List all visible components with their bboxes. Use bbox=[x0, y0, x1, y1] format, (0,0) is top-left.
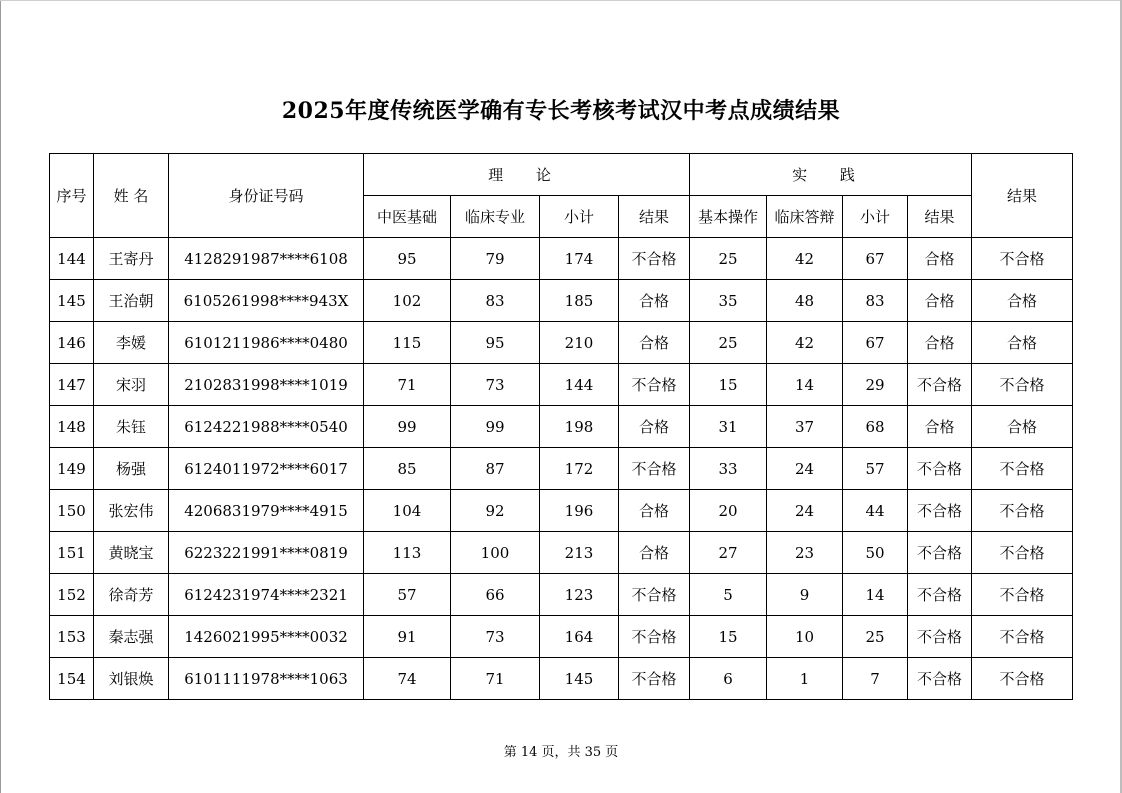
cell-theory-subtotal: 210 bbox=[540, 322, 619, 364]
results-table bbox=[49, 153, 1073, 700]
cell-name: 张宏伟 bbox=[94, 490, 169, 532]
cell-practice-subtotal: 83 bbox=[843, 280, 908, 322]
header-tcm-basics: 中医基础 bbox=[364, 196, 451, 238]
header-seq: 序号 bbox=[50, 154, 94, 238]
cell-theory-subtotal: 185 bbox=[540, 280, 619, 322]
cell-theory-result: 不合格 bbox=[619, 658, 690, 700]
cell-basic-operation: 31 bbox=[690, 406, 767, 448]
cell-theory-result: 不合格 bbox=[619, 616, 690, 658]
cell-clinical-defense: 42 bbox=[767, 238, 843, 280]
cell-theory-subtotal: 174 bbox=[540, 238, 619, 280]
cell-basic-operation: 15 bbox=[690, 616, 767, 658]
cell-practice-subtotal: 44 bbox=[843, 490, 908, 532]
cell-clinical-defense: 9 bbox=[767, 574, 843, 616]
cell-basic-operation: 25 bbox=[690, 238, 767, 280]
header-clinical-major: 临床专业 bbox=[451, 196, 540, 238]
table-row bbox=[50, 658, 1073, 700]
cell-clinical-major: 95 bbox=[451, 322, 540, 364]
cell-theory-result: 合格 bbox=[619, 532, 690, 574]
cell-final-result: 不合格 bbox=[972, 532, 1073, 574]
header-theory: 理 论 bbox=[364, 154, 690, 196]
cell-id-number: 6101211986****0480 bbox=[169, 322, 364, 364]
cell-theory-result: 合格 bbox=[619, 280, 690, 322]
cell-clinical-defense: 14 bbox=[767, 364, 843, 406]
table-row bbox=[50, 406, 1073, 448]
header-practice-result: 结果 bbox=[908, 196, 972, 238]
table-row bbox=[50, 616, 1073, 658]
cell-id-number: 4206831979****4915 bbox=[169, 490, 364, 532]
cell-practice-subtotal: 67 bbox=[843, 322, 908, 364]
cell-theory-subtotal: 145 bbox=[540, 658, 619, 700]
cell-clinical-major: 83 bbox=[451, 280, 540, 322]
cell-practice-result: 不合格 bbox=[908, 490, 972, 532]
cell-tcm-basics: 115 bbox=[364, 322, 451, 364]
cell-basic-operation: 27 bbox=[690, 532, 767, 574]
cell-theory-subtotal: 196 bbox=[540, 490, 619, 532]
cell-clinical-major: 73 bbox=[451, 364, 540, 406]
cell-name: 徐奇芳 bbox=[94, 574, 169, 616]
cell-tcm-basics: 74 bbox=[364, 658, 451, 700]
header-practice: 实 践 bbox=[690, 154, 972, 196]
cell-seq: 150 bbox=[50, 490, 94, 532]
cell-practice-result: 不合格 bbox=[908, 616, 972, 658]
cell-practice-result: 合格 bbox=[908, 322, 972, 364]
cell-name: 王治朝 bbox=[94, 280, 169, 322]
cell-tcm-basics: 57 bbox=[364, 574, 451, 616]
header-clinical-defense: 临床答辩 bbox=[767, 196, 843, 238]
page-footer: 第 14 页，共 35 页 bbox=[503, 745, 619, 760]
cell-name: 朱钰 bbox=[94, 406, 169, 448]
cell-final-result: 不合格 bbox=[972, 490, 1073, 532]
cell-clinical-defense: 48 bbox=[767, 280, 843, 322]
cell-theory-subtotal: 198 bbox=[540, 406, 619, 448]
cell-practice-result: 不合格 bbox=[908, 658, 972, 700]
page-title: 2025年度传统医学确有专长考核考试汉中考点成绩结果 bbox=[281, 98, 841, 124]
cell-basic-operation: 6 bbox=[690, 658, 767, 700]
cell-clinical-major: 100 bbox=[451, 532, 540, 574]
cell-practice-subtotal: 57 bbox=[843, 448, 908, 490]
cell-seq: 146 bbox=[50, 322, 94, 364]
cell-practice-subtotal: 68 bbox=[843, 406, 908, 448]
cell-seq: 145 bbox=[50, 280, 94, 322]
header-id-number: 身份证号码 bbox=[169, 154, 364, 238]
cell-theory-subtotal: 144 bbox=[540, 364, 619, 406]
cell-clinical-defense: 10 bbox=[767, 616, 843, 658]
cell-name: 秦志强 bbox=[94, 616, 169, 658]
cell-clinical-defense: 1 bbox=[767, 658, 843, 700]
cell-theory-result: 合格 bbox=[619, 490, 690, 532]
cell-id-number: 6105261998****943X bbox=[169, 280, 364, 322]
cell-practice-subtotal: 25 bbox=[843, 616, 908, 658]
cell-id-number: 1426021995****0032 bbox=[169, 616, 364, 658]
header-basic-operation: 基本操作 bbox=[690, 196, 767, 238]
cell-theory-result: 不合格 bbox=[619, 574, 690, 616]
page-border-top bbox=[0, 0, 1122, 1]
cell-id-number: 6101111978****1063 bbox=[169, 658, 364, 700]
cell-seq: 153 bbox=[50, 616, 94, 658]
cell-id-number: 6124221988****0540 bbox=[169, 406, 364, 448]
header-theory-result: 结果 bbox=[619, 196, 690, 238]
cell-seq: 154 bbox=[50, 658, 94, 700]
cell-clinical-major: 66 bbox=[451, 574, 540, 616]
cell-practice-result: 不合格 bbox=[908, 448, 972, 490]
cell-id-number: 2102831998****1019 bbox=[169, 364, 364, 406]
cell-basic-operation: 35 bbox=[690, 280, 767, 322]
cell-id-number: 6124231974****2321 bbox=[169, 574, 364, 616]
cell-clinical-defense: 42 bbox=[767, 322, 843, 364]
cell-seq: 152 bbox=[50, 574, 94, 616]
cell-clinical-major: 73 bbox=[451, 616, 540, 658]
table-row bbox=[50, 238, 1073, 280]
table-row bbox=[50, 280, 1073, 322]
cell-theory-result: 不合格 bbox=[619, 448, 690, 490]
cell-name: 宋羽 bbox=[94, 364, 169, 406]
cell-final-result: 不合格 bbox=[972, 448, 1073, 490]
cell-tcm-basics: 95 bbox=[364, 238, 451, 280]
cell-basic-operation: 5 bbox=[690, 574, 767, 616]
cell-basic-operation: 33 bbox=[690, 448, 767, 490]
cell-clinical-defense: 24 bbox=[767, 490, 843, 532]
cell-practice-result: 合格 bbox=[908, 238, 972, 280]
cell-final-result: 合格 bbox=[972, 322, 1073, 364]
cell-clinical-major: 79 bbox=[451, 238, 540, 280]
cell-seq: 144 bbox=[50, 238, 94, 280]
cell-theory-result: 不合格 bbox=[619, 364, 690, 406]
cell-practice-result: 不合格 bbox=[908, 532, 972, 574]
cell-basic-operation: 15 bbox=[690, 364, 767, 406]
cell-final-result: 合格 bbox=[972, 280, 1073, 322]
table-row bbox=[50, 322, 1073, 364]
cell-practice-result: 不合格 bbox=[908, 364, 972, 406]
cell-name: 王寄丹 bbox=[94, 238, 169, 280]
header-practice-subtotal: 小计 bbox=[843, 196, 908, 238]
cell-seq: 147 bbox=[50, 364, 94, 406]
cell-clinical-major: 92 bbox=[451, 490, 540, 532]
cell-tcm-basics: 99 bbox=[364, 406, 451, 448]
cell-theory-result: 合格 bbox=[619, 322, 690, 364]
cell-name: 李媛 bbox=[94, 322, 169, 364]
cell-tcm-basics: 104 bbox=[364, 490, 451, 532]
table-row bbox=[50, 490, 1073, 532]
cell-tcm-basics: 85 bbox=[364, 448, 451, 490]
cell-practice-result: 不合格 bbox=[908, 574, 972, 616]
cell-seq: 149 bbox=[50, 448, 94, 490]
cell-clinical-defense: 37 bbox=[767, 406, 843, 448]
cell-practice-result: 合格 bbox=[908, 280, 972, 322]
cell-name: 黄晓宝 bbox=[94, 532, 169, 574]
cell-practice-subtotal: 14 bbox=[843, 574, 908, 616]
cell-practice-subtotal: 7 bbox=[843, 658, 908, 700]
cell-clinical-major: 71 bbox=[451, 658, 540, 700]
cell-id-number: 6124011972****6017 bbox=[169, 448, 364, 490]
cell-theory-result: 合格 bbox=[619, 406, 690, 448]
cell-id-number: 4128291987****6108 bbox=[169, 238, 364, 280]
cell-basic-operation: 20 bbox=[690, 490, 767, 532]
header-final-result: 结果 bbox=[972, 154, 1073, 238]
table-row bbox=[50, 448, 1073, 490]
table-row bbox=[50, 532, 1073, 574]
header-name: 姓 名 bbox=[94, 154, 169, 238]
table-body bbox=[50, 238, 1073, 700]
table-row bbox=[50, 364, 1073, 406]
cell-name: 刘银焕 bbox=[94, 658, 169, 700]
cell-clinical-major: 99 bbox=[451, 406, 540, 448]
cell-final-result: 不合格 bbox=[972, 616, 1073, 658]
cell-name: 杨强 bbox=[94, 448, 169, 490]
cell-clinical-major: 87 bbox=[451, 448, 540, 490]
cell-clinical-defense: 23 bbox=[767, 532, 843, 574]
cell-seq: 151 bbox=[50, 532, 94, 574]
cell-final-result: 合格 bbox=[972, 406, 1073, 448]
cell-theory-subtotal: 213 bbox=[540, 532, 619, 574]
cell-theory-subtotal: 123 bbox=[540, 574, 619, 616]
cell-practice-subtotal: 67 bbox=[843, 238, 908, 280]
header-row-group bbox=[50, 154, 1073, 196]
cell-theory-subtotal: 172 bbox=[540, 448, 619, 490]
cell-tcm-basics: 113 bbox=[364, 532, 451, 574]
cell-tcm-basics: 71 bbox=[364, 364, 451, 406]
header-theory-subtotal: 小计 bbox=[540, 196, 619, 238]
table-row bbox=[50, 574, 1073, 616]
cell-final-result: 不合格 bbox=[972, 658, 1073, 700]
cell-practice-subtotal: 50 bbox=[843, 532, 908, 574]
cell-practice-result: 合格 bbox=[908, 406, 972, 448]
cell-final-result: 不合格 bbox=[972, 364, 1073, 406]
cell-id-number: 6223221991****0819 bbox=[169, 532, 364, 574]
cell-theory-result: 不合格 bbox=[619, 238, 690, 280]
cell-basic-operation: 25 bbox=[690, 322, 767, 364]
cell-final-result: 不合格 bbox=[972, 574, 1073, 616]
cell-tcm-basics: 91 bbox=[364, 616, 451, 658]
cell-clinical-defense: 24 bbox=[767, 448, 843, 490]
cell-seq: 148 bbox=[50, 406, 94, 448]
cell-theory-subtotal: 164 bbox=[540, 616, 619, 658]
cell-final-result: 不合格 bbox=[972, 238, 1073, 280]
cell-tcm-basics: 102 bbox=[364, 280, 451, 322]
cell-practice-subtotal: 29 bbox=[843, 364, 908, 406]
